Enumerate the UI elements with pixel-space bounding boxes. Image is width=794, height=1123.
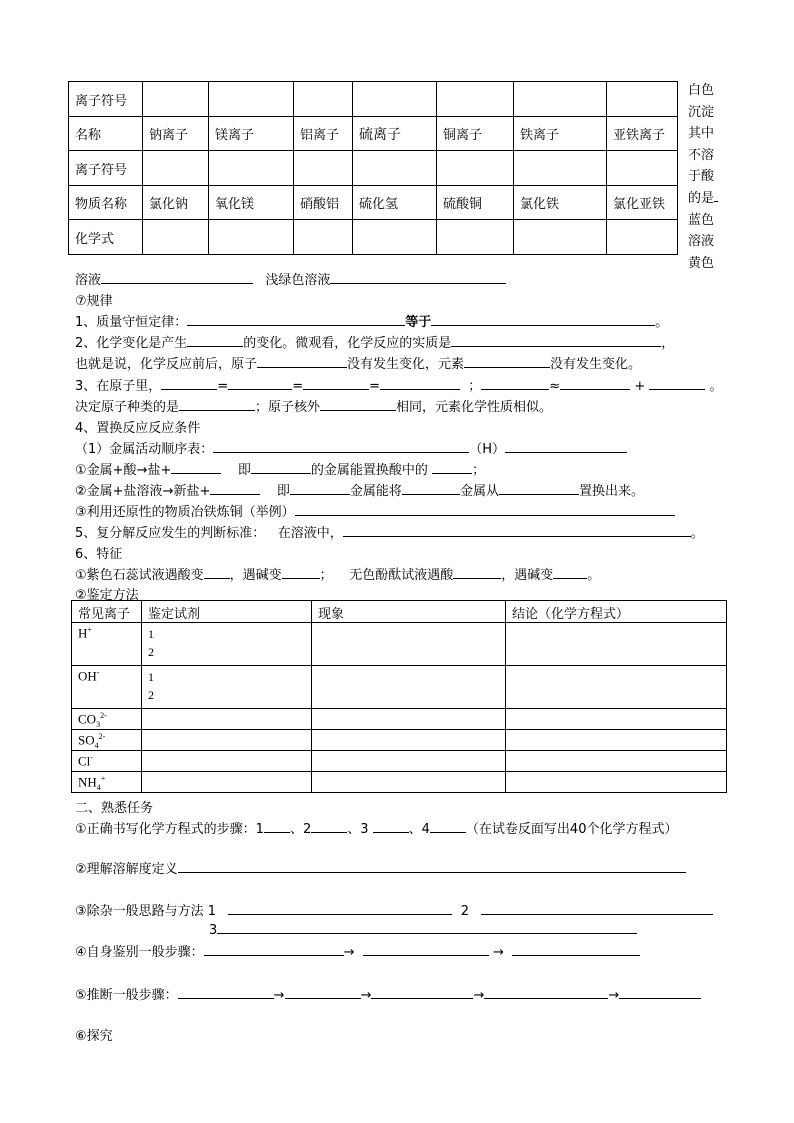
conclusion-cell[interactable] [506,751,727,772]
rule-line-2: 2、化学变化是产生 的变化。微观看，化学反应的实质是 ， [75,332,674,351]
side-text: 于酸 [688,169,715,185]
blank[interactable] [430,819,466,833]
arrow-icon: → [608,988,620,1003]
ion-cell: Cl- [72,751,142,772]
blank[interactable] [161,376,217,390]
conclusion-cell[interactable] [506,772,727,793]
rule-line-1: 1、质量守恒定律： 等于 。 [75,311,668,330]
phenomenon-cell[interactable] [312,709,506,730]
answer-cell[interactable] [607,220,678,255]
answer-cell[interactable] [143,220,209,255]
blank[interactable] [187,333,243,347]
task-3-line-3: 3 [209,920,637,938]
answer-cell[interactable] [353,151,437,186]
blank[interactable] [282,565,320,579]
conclusion-cell[interactable] [506,730,727,751]
answer-cell[interactable] [353,220,437,255]
row-header: 物质名称 [69,186,143,220]
table-cell: 铜离子 [437,117,514,151]
arrow-icon: → [360,988,372,1003]
side-text: 不溶 [688,147,715,163]
table-cell: 铝离子 [294,117,353,151]
blank[interactable] [295,502,675,516]
table-row [72,709,727,730]
reagent-cell[interactable] [142,772,312,793]
phenomenon-cell[interactable] [312,623,506,666]
side-text: 蓝色 [688,212,715,228]
table-cell: 硫化氢 [353,186,437,220]
side-text: 黄色 [688,255,715,271]
answer-cell[interactable] [607,151,678,186]
reagent-cell[interactable] [142,751,312,772]
phenomenon-cell[interactable] [312,751,506,772]
rule-line-10: ③利用还原性的物质冶铁炼铜（举例） [75,501,675,520]
rule-line-4: 3、在原子里， = = = ； ≈ + 。 [75,375,723,394]
blank[interactable] [649,376,705,390]
ident-table [71,600,727,793]
ion-table-row [69,82,678,117]
task-5: ⑤推断一般步骤： → → → → [75,984,701,1003]
arrow-icon: → [473,988,485,1003]
answer-cell[interactable] [437,220,514,255]
blank[interactable] [101,270,253,284]
blank[interactable] [178,859,686,873]
table-cell: 氧化镁 [209,186,294,220]
blank[interactable] [311,819,347,833]
table-row [72,666,727,709]
task-2: ②理解溶解度定义 [75,858,686,877]
ion-table-row [69,186,678,220]
ion-cell: OH- [72,666,142,709]
answer-cell[interactable] [209,220,294,255]
tasks-title: 二、熟悉任务 [75,801,154,816]
blank[interactable] [179,397,255,411]
blank[interactable] [330,270,506,284]
side-text: 溶液 [688,234,715,250]
row-header: 离子符号 [69,82,143,117]
answer-cell[interactable] [514,220,607,255]
table-cell: 氯化钠 [143,186,209,220]
rules-title: ⑦规律 [75,294,113,309]
answer-cell[interactable] [209,82,294,117]
side-notes [688,80,718,274]
ion-table-row [69,151,678,186]
blank[interactable] [251,460,311,474]
arrow-icon: → [492,945,504,960]
rule-line-5: 决定原子种类的是 ；原子核外 相同，元素化学性质相似。 [75,396,552,415]
blank[interactable] [453,565,501,579]
conclusion-cell[interactable] [506,709,727,730]
arrow-icon: → [343,945,355,960]
blank[interactable] [187,312,405,326]
col-header: 结论（化学方程式） [506,601,727,623]
blank[interactable] [210,481,260,495]
blank[interactable] [505,439,627,453]
conclusion-cell[interactable] [506,623,727,666]
blank[interactable] [402,481,460,495]
phenomenon-cell[interactable] [312,666,506,709]
rule-line-7: （1）金属活动顺序表： （H） [75,438,627,457]
rule-line-14: ②鉴定方法 [75,588,139,603]
table-row [72,772,727,793]
side-text: 的是 [688,188,718,210]
blank[interactable] [484,985,608,999]
answer-cell[interactable] [514,82,607,117]
answer-cell[interactable] [294,151,353,186]
blank[interactable] [431,312,655,326]
blank[interactable] [451,333,661,347]
blank[interactable] [285,985,361,999]
blank[interactable] [512,942,640,956]
blank[interactable] [320,397,396,411]
answer-cell[interactable] [209,151,294,186]
table-cell: 亚铁离子 [607,117,678,151]
rule-line-8: ①金属+酸→盐+ 即 的金属能置换酸中的 ； [75,459,485,478]
blank[interactable] [228,901,452,915]
table-cell: 硫酸铜 [437,186,514,220]
table-cell: 硝酸铝 [294,186,353,220]
answer-cell[interactable] [294,82,353,117]
rule-line-3: 也就是说，化学反应前后，原子 没有发生变化，元素 没有发生变化。 [75,353,641,372]
side-text: 其中 [688,126,715,142]
col-header: 现象 [312,601,506,623]
ion-cell: $SO_4^{2-}$ [72,730,142,751]
table-row [72,751,727,772]
blank[interactable] [171,460,221,474]
answer-cell[interactable] [514,151,607,186]
solution-line: 溶液 浅绿色溶液 [75,269,506,288]
blank[interactable] [380,376,460,390]
col-header: 常见离子 [72,601,142,623]
task-4: ④自身鉴别一般步骤： → → [75,941,640,960]
blank[interactable] [464,354,550,368]
blank[interactable] [343,523,691,537]
blank[interactable] [217,920,637,934]
task-3: ③除杂一般思路与方法 1 2 [75,900,713,919]
blank[interactable] [619,985,701,999]
ion-cell: H+ [72,623,142,666]
blank[interactable] [264,819,290,833]
rule-line-12: 6、特征 [75,547,123,562]
ion-table-row [69,220,678,255]
row-header: 化学式 [69,220,143,255]
rule-line-13: ①紫色石蕊试液遇酸变 ，遇碱变 ； 无色酚酞试液遇酸 ，遇碱变 。 [75,564,600,583]
answer-cell[interactable] [353,82,437,117]
task-1: ①正确书写化学方程式的步骤：1 、2 、3 、4 （在试卷反面写出40个化学方程式） [75,818,677,837]
table-cell: 氯化亚铁 [607,186,678,220]
arrow-icon: → [162,484,174,499]
answer-cell[interactable] [437,151,514,186]
reagent-cell[interactable] [142,730,312,751]
blank[interactable] [432,460,472,474]
table-cell: 铁离子 [514,117,607,151]
blank[interactable] [481,376,549,390]
blank[interactable] [290,481,350,495]
reagent-cell[interactable] [142,709,312,730]
side-text: 沉淀 [688,104,715,120]
rule-line-9: ②金属+盐溶液→新盐+ 即 金属能将 金属从 置换出来。 [75,480,644,499]
answer-cell[interactable] [294,220,353,255]
arrow-icon: → [273,988,285,1003]
col-header: 鉴定试剂 [142,601,312,623]
answer-cell[interactable] [143,151,209,186]
row-header: 离子符号 [69,151,143,186]
table-row [72,623,727,666]
blank[interactable] [499,481,579,495]
blank[interactable] [178,985,274,999]
table-cell: 镁离子 [209,117,294,151]
answer-cell[interactable] [143,82,209,117]
reagent-cell[interactable]: 1 2 [142,666,312,709]
blank[interactable] [481,901,713,915]
table-cell: 硫离子 [353,117,437,151]
rule-line-6: 4、置换反应反应条件 [75,421,201,436]
arrow-icon: → [136,463,148,478]
task-6: ⑥探究 [75,1029,113,1044]
answer-cell[interactable] [437,82,514,117]
blank[interactable] [204,942,344,956]
blank[interactable] [204,565,230,579]
table-cell: 钠离子 [143,117,209,151]
ion-table [68,81,678,255]
blank[interactable] [553,565,587,579]
blank[interactable] [228,376,292,390]
blank[interactable] [363,942,489,956]
row-header: 名称 [69,117,143,151]
side-text: 白色 [688,83,715,98]
reagent-cell[interactable]: 1 2 [142,623,312,666]
blank[interactable] [303,376,369,390]
ion-cell: $NH_4^+$ [72,772,142,793]
phenomenon-cell[interactable] [312,730,506,751]
ion-cell: $CO_3^{2-}$ [72,709,142,730]
phenomenon-cell[interactable] [312,772,506,793]
rule-line-11: 5、复分解反应发生的判断标准： 在溶液中， 。 [75,522,704,541]
conclusion-cell[interactable] [506,666,727,709]
answer-cell[interactable] [607,82,678,117]
ion-table-row [69,117,678,151]
blank[interactable] [371,985,473,999]
table-row [72,730,727,751]
table-cell: 氯化铁 [514,186,607,220]
blank[interactable] [373,819,409,833]
blank[interactable] [213,439,469,453]
blank[interactable] [560,376,630,390]
blank[interactable] [257,354,347,368]
